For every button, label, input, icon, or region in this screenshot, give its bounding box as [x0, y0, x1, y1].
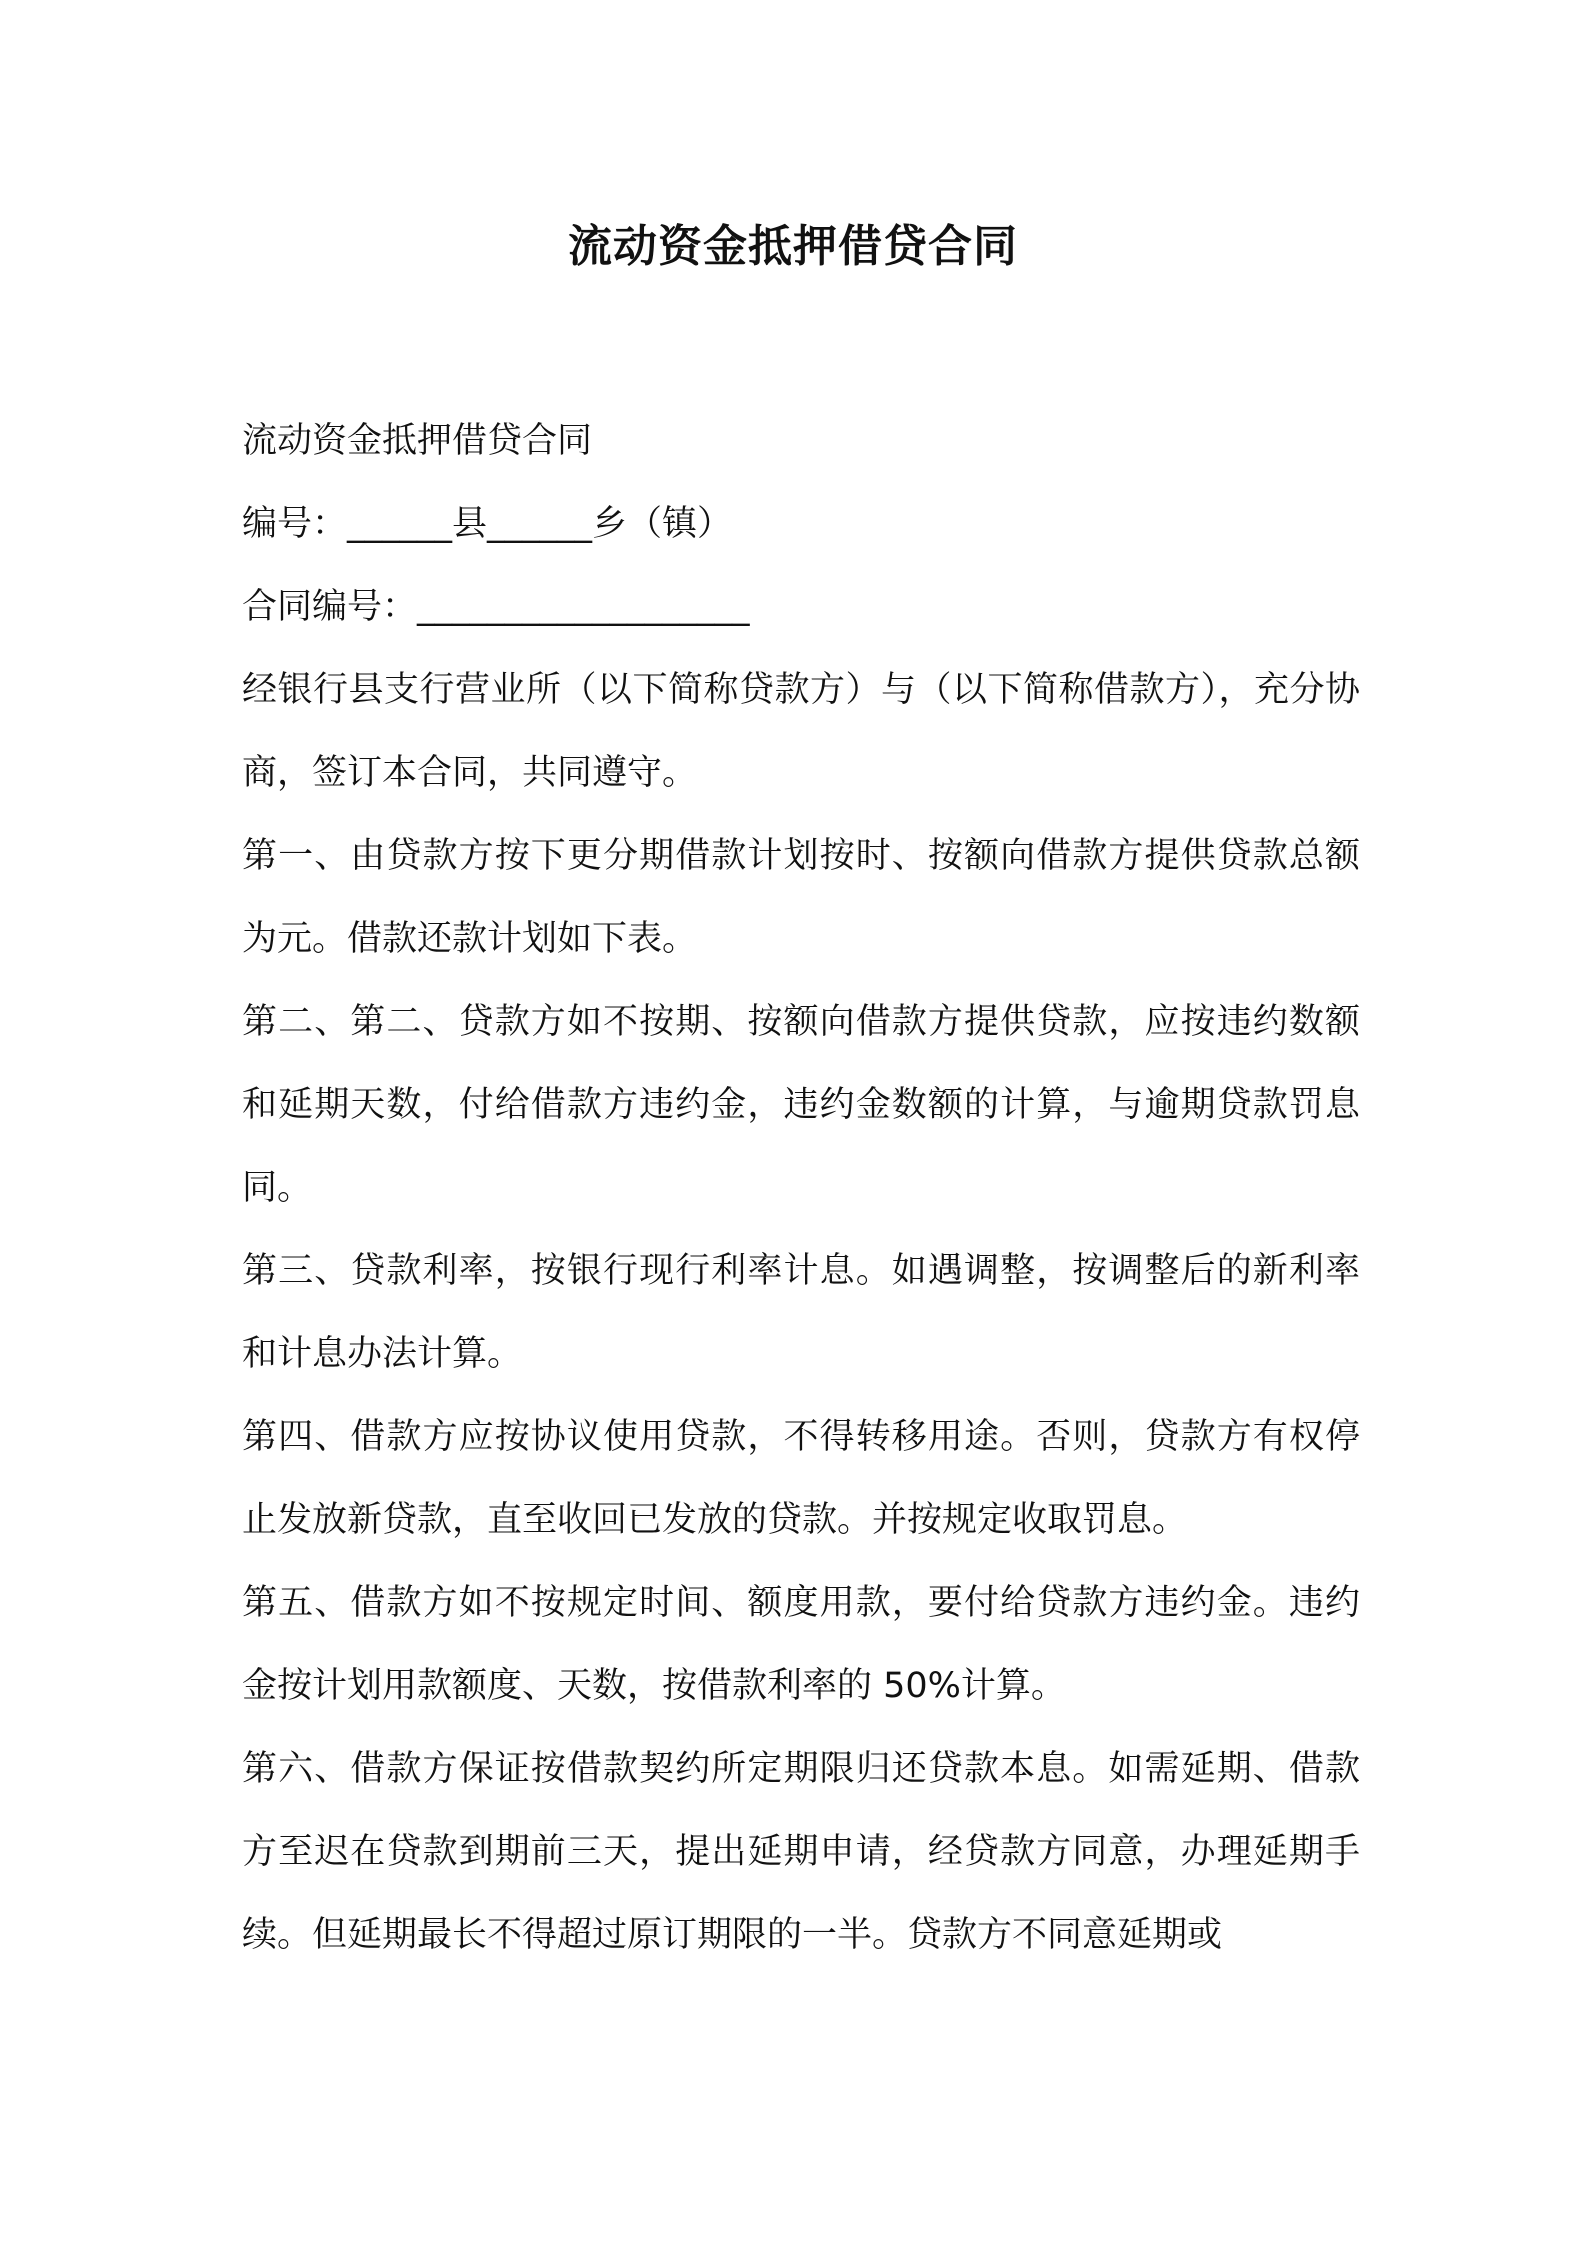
- contract-number-line: 合同编号：___________________: [242, 587, 750, 627]
- preamble-paragraph: 经银行县支行营业所（以下简称贷款方）与（以下简称借款方），充分协商，签订本合同，共同遵守。: [242, 670, 1360, 793]
- clause-6: 第六、借款方保证按借款契约所定期限归还贷款本息。如需延期、借款方至迟在贷款到期前三天，提出延期申请，经贷款方同意，办理延期手续。但延期最长不得超过原订期限的一半。贷款方不同意延期或: [242, 1749, 1360, 1955]
- clause-3: 第三、贷款利率，按银行现行利率计息。如遇调整，按调整后的新利率和计息办法计算。: [242, 1251, 1360, 1374]
- document-title: 流动资金抵押借贷合同: [568, 221, 1018, 272]
- serial-number-line: 编号：______县______乡（镇）: [242, 504, 733, 544]
- document-body: [242, 400, 1360, 1977]
- clause-2: 第二、第二、贷款方如不按期、按额向借款方提供贷款，应按违约数额和延期天数，付给借款方违约金，违约金数额的计算，与逾期贷款罚息同。: [242, 1002, 1360, 1208]
- clause-4: 第四、借款方应按协议使用贷款，不得转移用途。否则，贷款方有权停止发放新贷款，直至收回已发放的贷款。并按规定收取罚息。: [242, 1417, 1360, 1540]
- contract-heading: 流动资金抵押借贷合同: [242, 421, 593, 461]
- clause-5: 第五、借款方如不按规定时间、额度用款，要付给贷款方违约金。违约金按计划用款额度、天数，按借款利率的 50%计算。: [242, 1583, 1360, 1706]
- clause-1: 第一、由贷款方按下更分期借款计划按时、按额向借款方提供贷款总额为元。借款还款计划如下表。: [242, 836, 1360, 959]
